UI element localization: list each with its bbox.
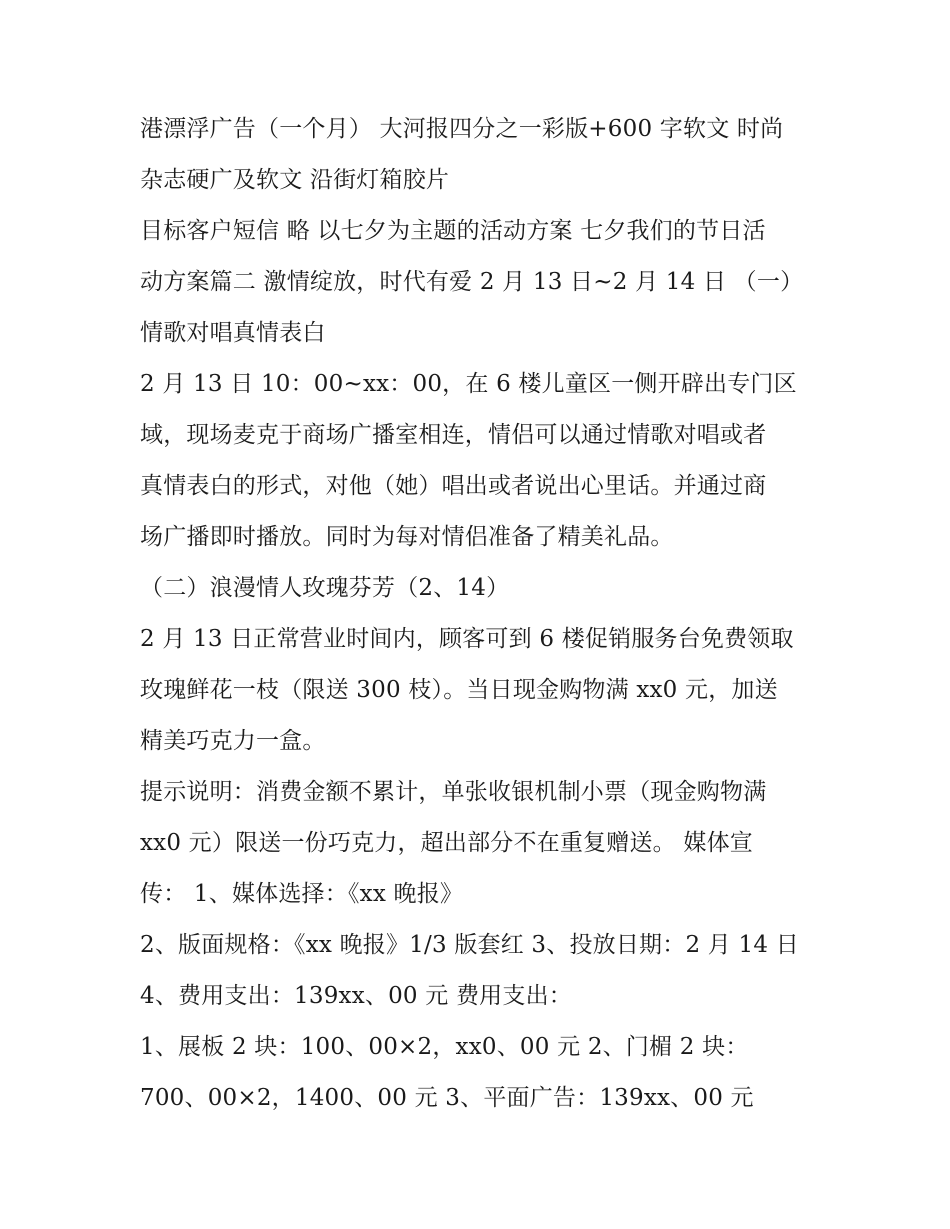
text-line: 杂志硬广及软文 沿街灯箱胶片 [140, 167, 450, 193]
text-line: 4、费用支出：139xx、00 元 费用支出： [140, 983, 572, 1009]
document-body [140, 104, 820, 1124]
text-line: 2 月 13 日 10：00~xx：00，在 6 楼儿童区一侧开辟出专门区 [140, 371, 797, 397]
text-line: 真情表白的形式，对他（她）唱出或者说出心里话。并通过商 [140, 473, 767, 499]
text-line: 场广播即时播放。同时为每对情侣准备了精美礼品。 [140, 524, 674, 550]
text-line: 提示说明：消费金额不累计，单张收银机制小票（现金购物满 [140, 779, 767, 805]
section-heading: （二）浪漫情人玫瑰芬芳（2、14） [140, 575, 510, 601]
text-line: 港漂浮广告（一个月） 大河报四分之一彩版+600 字软文 时尚 [140, 116, 784, 142]
text-line: xx0 元）限送一份巧克力，超出部分不在重复赠送。 媒体宣 [140, 830, 753, 856]
text-line: 2、版面规格：《xx 晚报》1/3 版套红 3、投放日期：2 月 14 日 [140, 932, 799, 958]
text-line: 精美巧克力一盒。 [140, 728, 326, 754]
text-line: 700、00×2，1400、00 元 3、平面广告：139xx、00 元 [140, 1085, 754, 1111]
text-line: 目标客户短信 略 以七夕为主题的活动方案 七夕我们的节日活 [140, 218, 766, 244]
text-line: 玫瑰鲜花一枝（限送 300 枝）。当日现金购物满 xx0 元，加送 [140, 677, 778, 703]
text-line: 域，现场麦克于商场广播室相连，情侣可以通过情歌对唱或者 [140, 422, 767, 448]
text-line: 传： 1、媒体选择：《xx 晚报》 [140, 881, 464, 907]
text-line: 2 月 13 日正常营业时间内，顾客可到 6 楼促销服务台免费领取 [140, 626, 794, 652]
text-line: 1、展板 2 块：100、00×2，xx0、00 元 2、门楣 2 块： [140, 1034, 749, 1060]
text-line: 情歌对唱真情表白 [140, 320, 326, 346]
text-line: 动方案篇二 激情绽放，时代有爱 2 月 13 日~2 月 14 日 （一） [140, 269, 804, 295]
